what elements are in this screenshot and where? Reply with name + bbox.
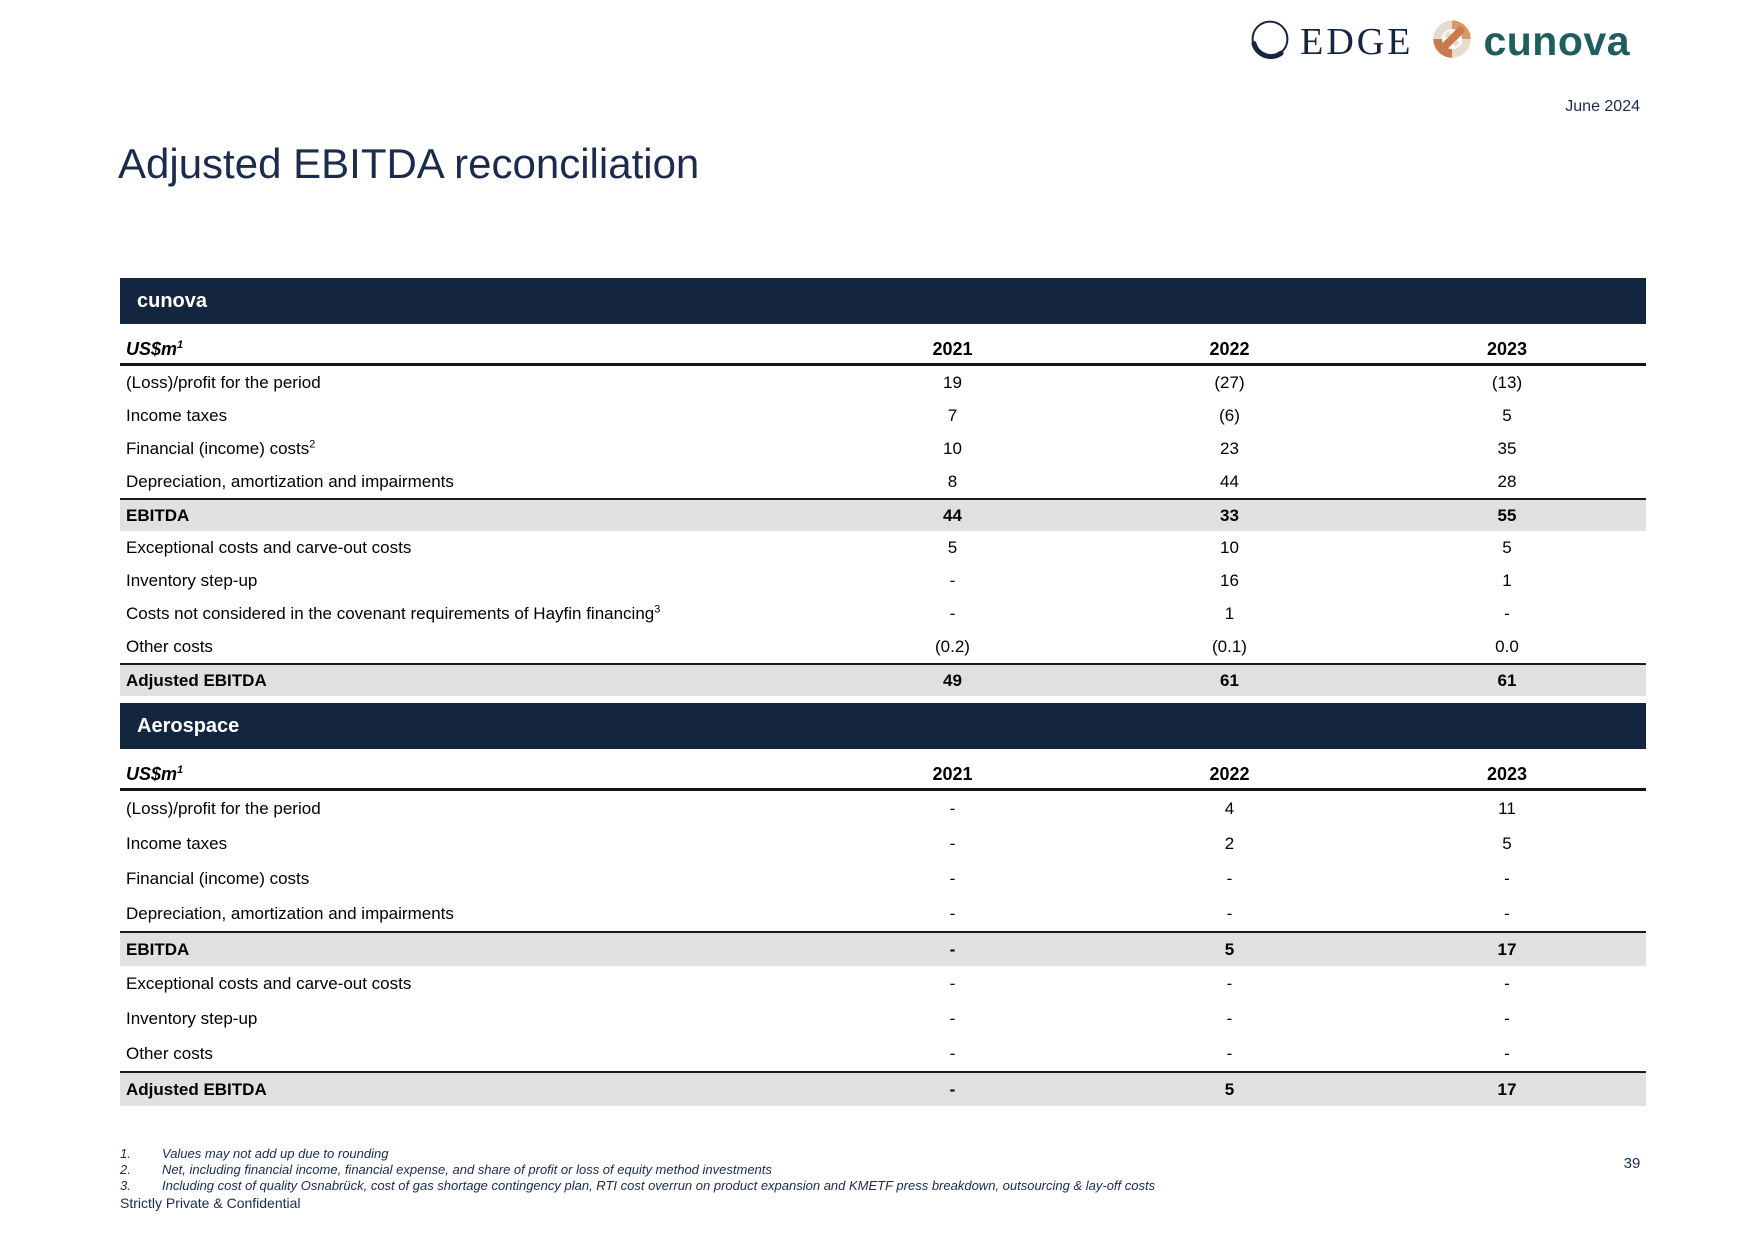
cunova-knot-icon <box>1429 16 1475 67</box>
table-row <box>120 1001 1646 1036</box>
cell-value: 5 <box>1224 1079 1235 1099</box>
footnote-ref: 3 <box>654 602 661 615</box>
cell-value: 55 <box>1497 505 1517 525</box>
cell-value: 61 <box>1497 670 1517 690</box>
table-row <box>120 1071 1646 1106</box>
table-row <box>120 432 1646 465</box>
cell-value: - <box>1226 903 1233 923</box>
row-label: Other costs <box>126 636 213 656</box>
row-label: Financial (income) costs$^2$ <box>126 437 316 458</box>
cell-value: - <box>1226 1043 1233 1063</box>
cell-value: 4 <box>1224 798 1235 818</box>
table-cunova <box>120 278 1646 696</box>
table-row <box>120 931 1646 966</box>
cell-value: - <box>949 1008 956 1028</box>
cell-value: 28 <box>1497 471 1517 491</box>
row-label: (Loss)/profit for the period <box>126 798 321 818</box>
cell-value: - <box>1226 1008 1233 1028</box>
table-row <box>120 861 1646 896</box>
cell-value: - <box>1504 868 1510 888</box>
cell-value: 7 <box>947 405 958 425</box>
cell-value: 49 <box>943 670 962 690</box>
cell-value: (27) <box>1214 372 1245 392</box>
cell-value: 44 <box>943 505 962 525</box>
cell-value: (0.2) <box>935 636 970 656</box>
cell-value: 17 <box>1497 1079 1517 1099</box>
row-label: Depreciation, amortization and impairments <box>126 903 454 923</box>
cell-value: - <box>949 798 956 818</box>
cell-value: - <box>1226 973 1233 993</box>
table-body <box>120 791 1646 1106</box>
cell-value: 1 <box>1224 603 1235 623</box>
cell-value: 10 <box>943 438 962 458</box>
cell-value: 5 <box>1502 833 1512 853</box>
row-label: Adjusted EBITDA <box>126 1079 267 1099</box>
row-label: Financial (income) costs <box>126 868 310 888</box>
cell-value: - <box>949 570 956 590</box>
cell-value: - <box>949 1043 956 1063</box>
page-number: 39 <box>1623 1155 1641 1172</box>
cell-value: - <box>1504 1008 1510 1028</box>
cell-value: 17 <box>1497 939 1517 959</box>
page-title: Adjusted EBITDA reconciliation <box>118 140 700 187</box>
table-title: cunova <box>137 289 208 312</box>
row-label: Exceptional costs and carve-out costs <box>126 973 412 993</box>
row-label: EBITDA <box>126 939 190 959</box>
cell-value: 5 <box>947 537 958 557</box>
cell-value: 44 <box>1220 471 1239 491</box>
confidential-label: Strictly Private & Confidential <box>120 1195 301 1211</box>
unit-label: $US\$m^1$ <box>126 339 184 359</box>
footnote-number: 3. <box>120 1178 131 1193</box>
table-body <box>120 366 1646 696</box>
row-label: Exceptional costs and carve-out costs <box>126 537 412 557</box>
row-label: Income taxes <box>126 833 228 853</box>
cell-value: - <box>1226 868 1233 888</box>
cell-value: - <box>1504 903 1510 923</box>
footnote-text: Values may not add up due to rounding <box>162 1146 389 1161</box>
cell-value: 5 <box>1502 537 1512 557</box>
year-header: 2023 <box>1486 339 1528 359</box>
cell-value: 23 <box>1220 438 1239 458</box>
cell-value: 1 <box>1502 570 1512 590</box>
cell-value: 33 <box>1220 505 1239 525</box>
cell-value: - <box>949 939 956 959</box>
row-label: Other costs <box>126 1043 213 1063</box>
cell-value: 16 <box>1220 570 1239 590</box>
table-row <box>120 826 1646 861</box>
cell-value: 10 <box>1220 537 1239 557</box>
footnotes <box>120 1146 1300 1194</box>
cell-value: 8 <box>947 471 958 491</box>
logo-row <box>1248 16 1630 67</box>
row-label: Inventory step-up <box>126 1008 258 1028</box>
cell-value: 5 <box>1502 405 1512 425</box>
cell-value: - <box>1504 1043 1510 1063</box>
year-header: 2021 <box>932 339 973 359</box>
row-label: Costs not considered in the covenant requirements of Hayfin financing$^3$ <box>126 602 661 623</box>
footnote-ref: 2 <box>309 437 316 450</box>
table-row <box>120 399 1646 432</box>
table-aerospace <box>120 703 1646 1106</box>
cell-value: (6) <box>1219 405 1240 425</box>
row-label: (Loss)/profit for the period <box>126 372 321 392</box>
cunova-logo-text: cunova <box>1483 18 1630 64</box>
table-title-band <box>120 278 1646 324</box>
table-title: Aerospace <box>137 714 240 737</box>
row-label: Depreciation, amortization and impairments <box>126 471 454 491</box>
edge-circle-icon <box>1248 17 1292 66</box>
row-label: Adjusted EBITDA <box>126 670 267 690</box>
footnote <box>120 1162 1300 1178</box>
cell-value: 35 <box>1497 438 1517 458</box>
table-row <box>120 791 1646 826</box>
cell-value: (0.1) <box>1212 636 1247 656</box>
table-row <box>120 966 1646 1001</box>
cell-value: 5 <box>1224 939 1235 959</box>
cunova-logo <box>1429 16 1630 67</box>
year-header: 2023 <box>1486 764 1528 784</box>
row-label: Income taxes <box>126 405 228 425</box>
cell-value: (13) <box>1491 372 1523 392</box>
year-header: 2021 <box>932 764 973 784</box>
cell-value: - <box>1504 973 1510 993</box>
table-header-row <box>120 749 1646 791</box>
footnote-ref: 1 <box>177 339 184 351</box>
cell-value: - <box>949 1079 956 1099</box>
footnote-number: 1. <box>120 1146 131 1161</box>
cell-value: - <box>949 868 956 888</box>
cell-value: - <box>949 973 956 993</box>
row-label: Inventory step-up <box>126 570 258 590</box>
table-title-band <box>120 703 1646 749</box>
cell-value: 0.0 <box>1495 636 1519 656</box>
cell-value: 2 <box>1224 833 1235 853</box>
table-header-row <box>120 324 1646 366</box>
footnote <box>120 1178 1300 1194</box>
unit-label: $US\$m^1$ <box>126 764 184 784</box>
year-header: 2022 <box>1209 339 1250 359</box>
table-row <box>120 498 1646 531</box>
footnote-text: Including cost of quality Osnabrück, cost of gas shortage contingency plan, RTI cost overrun on product expansion and KMETF press breakdown, outsourcing & lay-off costs <box>162 1178 1156 1193</box>
cell-value: - <box>949 903 956 923</box>
table-row <box>120 531 1646 564</box>
cell-value: - <box>949 603 956 623</box>
edge-logo-text: EDGE <box>1300 20 1414 63</box>
footnote-ref: 1 <box>177 764 184 776</box>
slide-date: June 2024 <box>1565 98 1640 115</box>
table-row <box>120 896 1646 931</box>
footnote-number: 2. <box>120 1162 131 1177</box>
table-row <box>120 597 1646 630</box>
cell-value: - <box>949 833 956 853</box>
table-row <box>120 465 1646 498</box>
edge-logo <box>1248 17 1413 66</box>
table-row <box>120 564 1646 597</box>
cell-value: 11 <box>1498 798 1516 818</box>
cell-value: 61 <box>1220 670 1239 690</box>
table-row <box>120 1036 1646 1071</box>
table-row <box>120 630 1646 663</box>
table-row <box>120 663 1646 696</box>
cell-value: 19 <box>943 372 962 392</box>
row-label: EBITDA <box>126 505 190 525</box>
footnote-text: Net, including financial income, financial expense, and share of profit or loss of equity method investments <box>162 1162 772 1177</box>
footnote <box>120 1146 1300 1162</box>
table-row <box>120 366 1646 399</box>
year-header: 2022 <box>1209 764 1250 784</box>
cell-value: - <box>1504 603 1510 623</box>
